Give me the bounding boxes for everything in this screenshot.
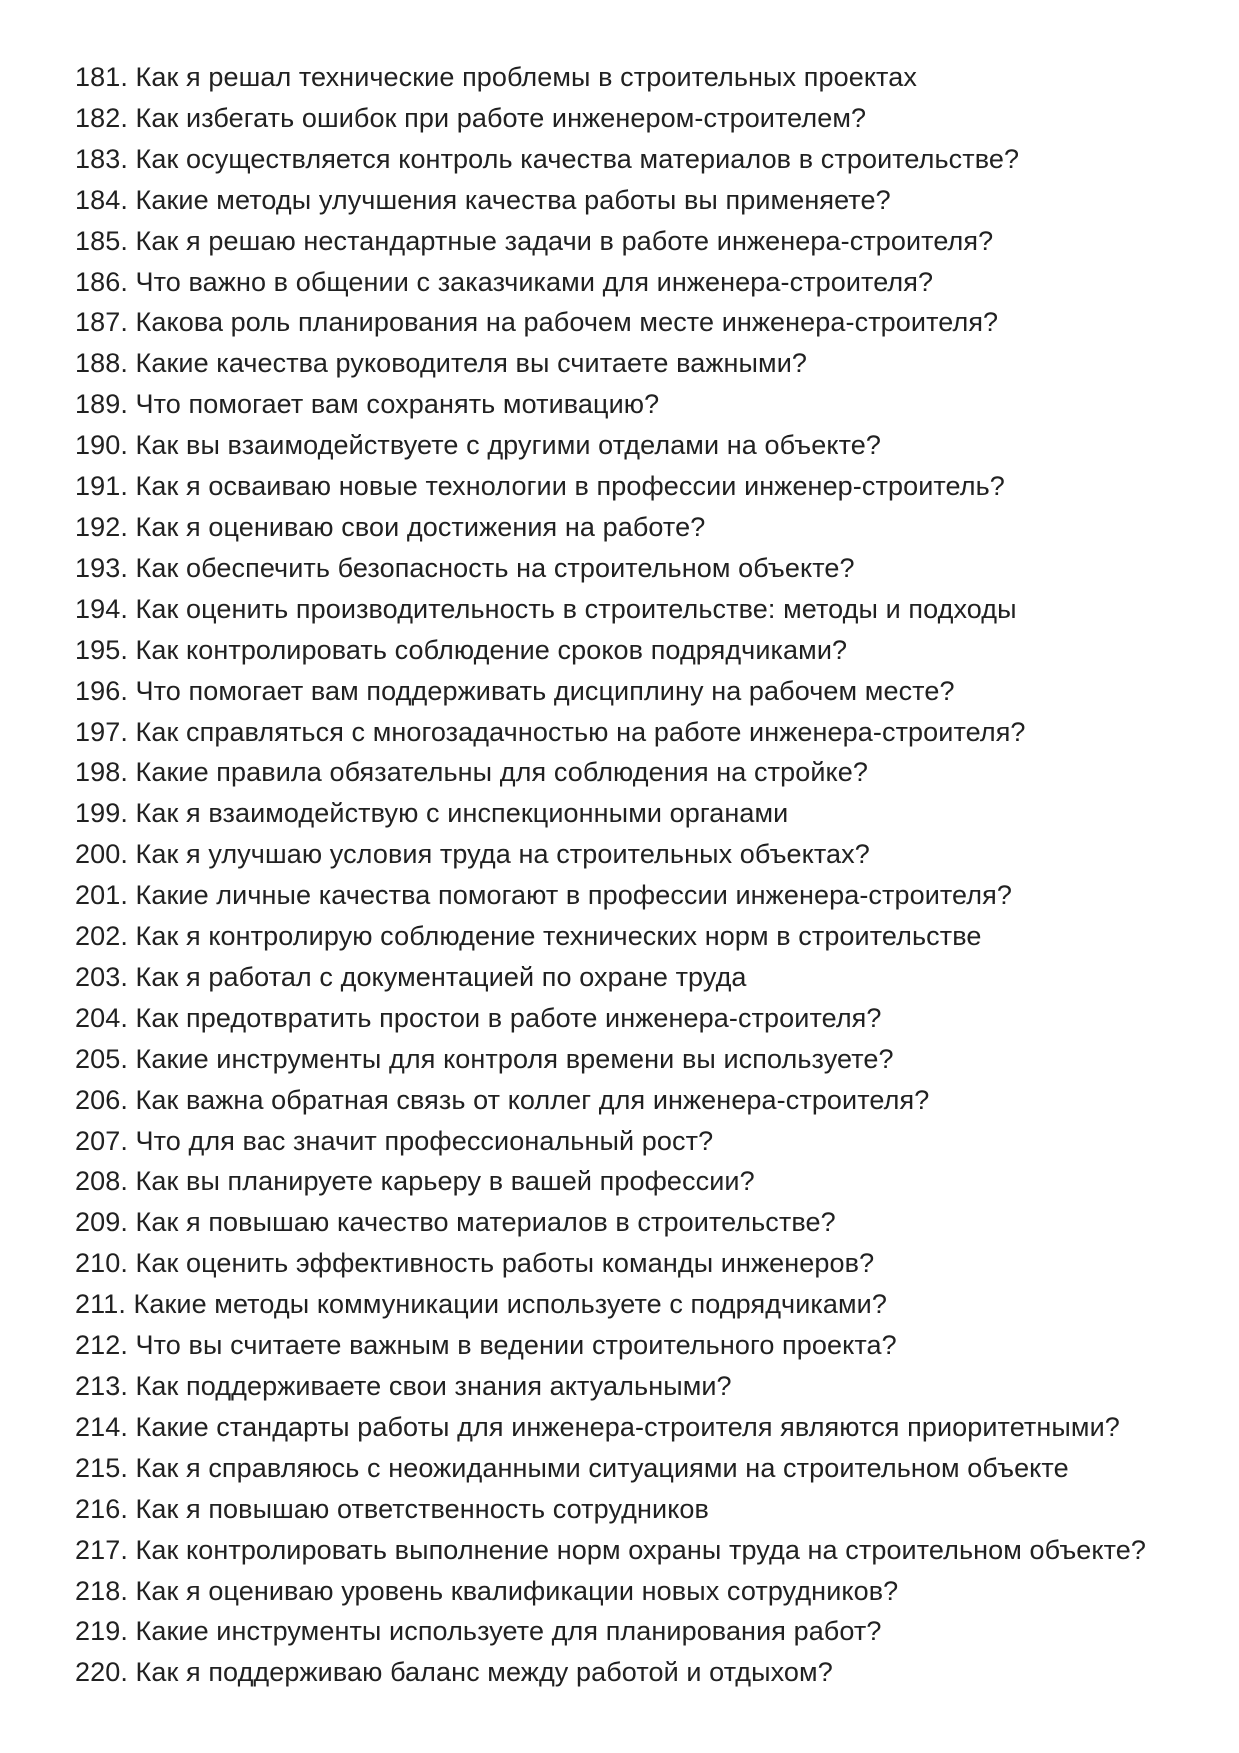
list-item: 182. Как избегать ошибок при работе инженером-строителем?	[75, 102, 867, 133]
list-item: 219. Какие инструменты используете для планирования работ?	[75, 1616, 882, 1647]
list-item: 195. Как контролировать соблюдение сроков подрядчиками?	[75, 634, 848, 665]
list-item: 201. Какие личные качества помогают в профессии инженера-строителя?	[75, 880, 1012, 911]
list-item: 207. Что для вас значит профессиональный рост?	[75, 1125, 714, 1156]
list-item: 204. Как предотвратить простои в работе инженера-строителя?	[75, 1002, 882, 1033]
list-item: 184. Какие методы улучшения качества работы вы применяете?	[75, 184, 891, 215]
list-item: 185. Как я решаю нестандартные задачи в работе инженера-строителя?	[75, 225, 994, 256]
list-item: 205. Какие инструменты для контроля времени вы используете?	[75, 1043, 894, 1074]
list-item: 198. Какие правила обязательны для соблюдения на стройке?	[75, 757, 868, 788]
list-item: 208. Как вы планируете карьеру в вашей профессии?	[75, 1166, 755, 1197]
list-item: 218. Как я оцениваю уровень квалификации новых сотрудников?	[75, 1575, 899, 1606]
list-item: 212. Что вы считаете важным в ведении строительного проекта?	[75, 1330, 897, 1361]
list-item: 192. Как я оцениваю свои достижения на работе?	[75, 511, 706, 542]
list-item: 194. Как оценить производительность в строительстве: методы и подходы	[75, 593, 1017, 624]
list-item: 217. Как контролировать выполнение норм охраны труда на строительном объекте?	[75, 1534, 1147, 1565]
list-item: 183. Как осуществляется контроль качества материалов в строительстве?	[75, 143, 1020, 174]
list-item: 186. Что важно в общении с заказчиками для инженера-строителя?	[75, 266, 934, 297]
list-item: 191. Как я осваиваю новые технологии в профессии инженер-строитель?	[75, 471, 1005, 502]
list-item: 214. Какие стандарты работы для инженера-строителя являются приоритетными?	[75, 1411, 1120, 1442]
list-item: 206. Как важна обратная связь от коллег для инженера-строителя?	[75, 1084, 930, 1115]
list-item: 199. Как я взаимодействую с инспекционными органами	[75, 798, 789, 829]
list-item: 213. Как поддерживаете свои знания актуальными?	[75, 1371, 732, 1401]
list-item: 210. Как оценить эффективность работы команды инженеров?	[75, 1248, 875, 1279]
list-item: 189. Что помогает вам сохранять мотивацию?	[75, 389, 660, 420]
list-item: 220. Как я поддерживаю баланс между работой и отдыхом?	[75, 1657, 833, 1688]
list-item: 203. Как я работал с документацией по охране труда	[75, 961, 747, 992]
list-item: 196. Что помогает вам поддерживать дисциплину на рабочем месте?	[75, 675, 955, 706]
list-item: 211. Какие методы коммуникации используете с подрядчиками?	[75, 1289, 887, 1320]
list-item: 188. Какие качества руководителя вы считаете важными?	[75, 348, 808, 379]
list-item: 216. Как я повышаю ответственность сотрудников	[75, 1493, 709, 1524]
list-item: 187. Какова роль планирования на рабочем месте инженера-строителя?	[75, 307, 999, 338]
list-item: 193. Как обеспечить безопасность на строительном объекте?	[75, 552, 855, 583]
list-item: 215. Как я справляюсь с неожиданными ситуациями на строительном объекте	[75, 1452, 1069, 1483]
list-item: 209. Как я повышаю качество материалов в строительстве?	[75, 1207, 836, 1238]
list-item: 190. Как вы взаимодействуете с другими отделами на объекте?	[75, 430, 881, 461]
list-item: 200. Как я улучшаю условия труда на строительных объектах?	[75, 839, 870, 870]
list-item: 181. Как я решал технические проблемы в строительных проектах	[75, 62, 917, 92]
list-item: 202. Как я контролирую соблюдение технических норм в строительстве	[75, 921, 982, 952]
list-item: 197. Как справляться с многозадачностью на работе инженера-строителя?	[75, 716, 1026, 747]
